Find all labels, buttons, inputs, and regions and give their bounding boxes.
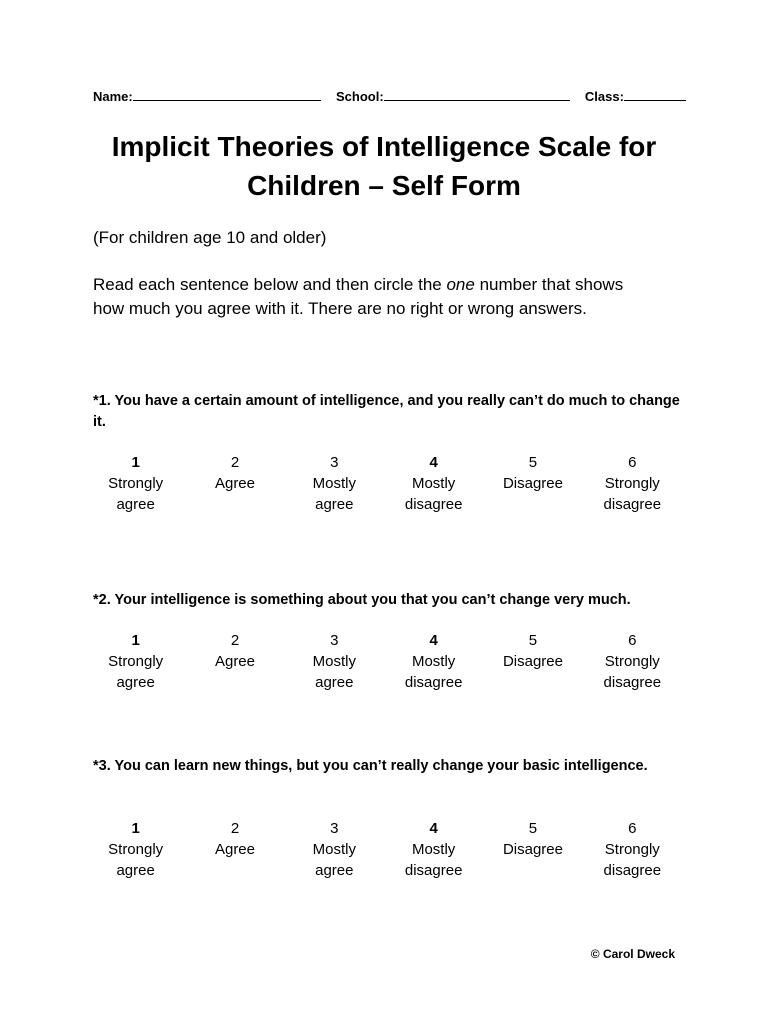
instructions [93, 273, 653, 321]
scale-option-5[interactable] [483, 452, 582, 515]
scale-label-line-1: Strongly [108, 841, 164, 858]
scale-label-line-2: disagree [404, 862, 463, 879]
class-field[interactable] [624, 88, 686, 101]
scale-label-line-2: agree [315, 496, 354, 513]
scale-label-line-1: Mostly [411, 475, 456, 492]
scale-question-3 [86, 818, 682, 881]
scale-label-line-2: disagree [603, 496, 662, 513]
scale-label-line-2: disagree [603, 862, 662, 879]
scale-label-line-2: disagree [404, 674, 463, 691]
scale-number: 2 [230, 454, 240, 471]
scale-label-line-2: agree [315, 674, 354, 691]
school-label: School: [336, 89, 384, 104]
scale-option-6[interactable] [583, 630, 682, 693]
scale-label-line-1: Mostly [312, 653, 356, 670]
scale-label-line-1: Mostly [411, 653, 456, 670]
scale-number: 6 [628, 820, 637, 837]
scale-option-3[interactable] [285, 630, 384, 693]
scale-label-line-1: Agree [214, 653, 255, 670]
scale-option-4[interactable] [384, 630, 483, 693]
scale-option-5[interactable] [483, 630, 582, 693]
scale-option-6[interactable] [583, 818, 682, 881]
instructions-part-2: number that shows how much you agree with it. There are no right or wrong answers. [93, 275, 624, 318]
instructions-part-1: Read each sentence below and then circle the [93, 275, 447, 294]
scale-label-line-1: Mostly [411, 841, 456, 858]
scale-question-2 [86, 630, 682, 693]
instructions-emphasis: one [446, 275, 475, 294]
question-2: *2. Your intelligence is something about you that you can’t change very much. [93, 592, 631, 608]
name-label: Name: [93, 89, 133, 104]
scale-label-line-2: agree [315, 862, 354, 879]
scale-number: 5 [528, 454, 538, 471]
scale-label-line-1: Disagree [502, 475, 563, 492]
header-fields [93, 88, 668, 104]
scale-label-line-1: Agree [214, 475, 255, 492]
scale-number: 1 [131, 632, 140, 649]
scale-option-4[interactable] [384, 452, 483, 515]
scale-question-1 [86, 452, 682, 515]
scale-option-1[interactable] [86, 818, 185, 881]
age-note: (For children age 10 and older) [93, 228, 327, 247]
scale-number: 2 [230, 820, 240, 837]
scale-label-line-1: Strongly [604, 475, 660, 492]
class-label: Class: [584, 89, 624, 104]
question-1: *1. You have a certain amount of intelligence, and you really can’t do much to change it. [93, 393, 680, 430]
scale-label-line-1: Strongly [108, 475, 164, 492]
scale-option-3[interactable] [285, 452, 384, 515]
scale-number: 6 [628, 632, 637, 649]
page-title: Implicit Theories of Intelligence Scale for Children – Self Form [111, 131, 657, 201]
scale-label-line-1: Mostly [312, 841, 356, 858]
scale-option-2[interactable] [185, 818, 284, 881]
scale-number: 6 [628, 454, 637, 471]
scale-number: 2 [230, 632, 240, 649]
scale-number: 1 [131, 454, 140, 471]
scale-number: 3 [330, 454, 339, 471]
scale-number: 1 [131, 820, 140, 837]
scale-number: 3 [330, 820, 339, 837]
scale-number: 4 [429, 632, 438, 649]
scale-label-line-1: Strongly [604, 653, 660, 670]
scale-number: 5 [528, 820, 538, 837]
scale-label-line-2: agree [116, 862, 155, 879]
scale-number: 4 [429, 820, 438, 837]
scale-label-line-2: agree [116, 674, 155, 691]
scale-option-1[interactable] [86, 452, 185, 515]
scale-label-line-2: disagree [404, 496, 463, 513]
name-field[interactable] [133, 88, 321, 101]
scale-option-5[interactable] [483, 818, 582, 881]
scale-option-6[interactable] [583, 452, 682, 515]
scale-option-3[interactable] [285, 818, 384, 881]
scale-label-line-2: agree [116, 496, 155, 513]
scale-option-1[interactable] [86, 630, 185, 693]
scale-option-2[interactable] [185, 630, 284, 693]
copyright-notice: © Carol Dweck [590, 947, 675, 961]
scale-label-line-1: Mostly [312, 475, 356, 492]
scale-label-line-1: Disagree [502, 841, 563, 858]
scale-label-line-1: Strongly [108, 653, 164, 670]
scale-option-2[interactable] [185, 452, 284, 515]
scale-number: 3 [330, 632, 339, 649]
scale-label-line-1: Strongly [604, 841, 660, 858]
scale-number: 4 [429, 454, 438, 471]
scale-label-line-1: Disagree [502, 653, 563, 670]
scale-label-line-1: Agree [214, 841, 255, 858]
question-3: *3. You can learn new things, but you can’t really change your basic intelligence. [93, 758, 648, 774]
scale-label-line-2: disagree [603, 674, 662, 691]
scale-number: 5 [528, 632, 538, 649]
school-field[interactable] [384, 88, 570, 101]
scale-option-4[interactable] [384, 818, 483, 881]
